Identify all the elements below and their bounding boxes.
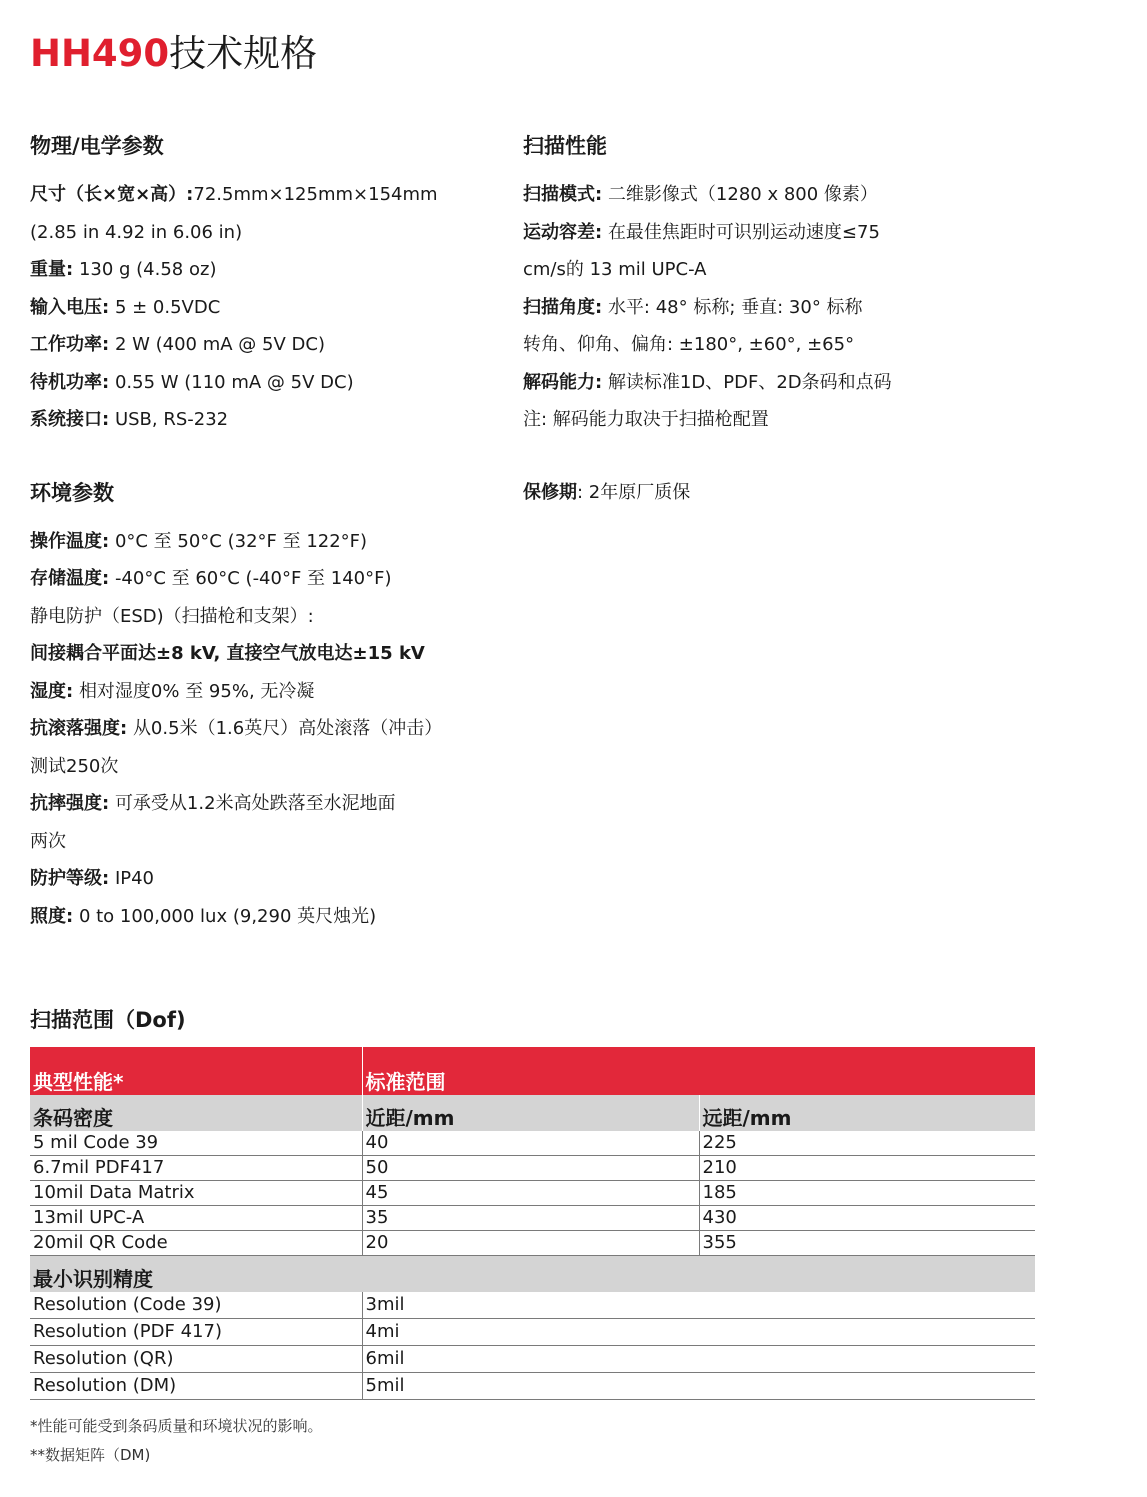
model-name: HH490	[30, 32, 170, 75]
subheader-far: 远距/mm	[699, 1095, 1035, 1131]
header-standard: 标准范围	[362, 1047, 1035, 1095]
right-column	[523, 126, 1123, 511]
table-row: Resolution (DM) 5mil	[30, 1373, 1035, 1400]
footnote-dm: **数据矩阵（DM)	[30, 1446, 151, 1464]
drop-line: 抗摔强度: 可承受从1.2米高处跌落至水泥地面	[30, 793, 396, 814]
sealing-line: 防护等级: IP40	[30, 868, 155, 889]
table-row: 10mil Data Matrix 45 185	[30, 1181, 1035, 1206]
environment-heading: 环境参数	[30, 480, 114, 505]
scan-mode-line: 扫描模式: 二维影像式（1280 x 800 像素）	[523, 184, 878, 205]
footnotes	[30, 1412, 323, 1470]
decode-note: 注: 解码能力取决于扫描枪配置	[523, 409, 769, 430]
table-row: 20mil QR Code 20 355	[30, 1231, 1035, 1256]
resolution-header: 最小识别精度	[30, 1256, 1035, 1293]
scan-heading: 扫描性能	[523, 134, 607, 158]
dof-table	[30, 1047, 1035, 1400]
op-temp-line: 操作温度: 0°C 至 50°C (32°F 至 122°F)	[30, 530, 368, 552]
table-row: Resolution (Code 39) 3mil	[30, 1292, 1035, 1319]
size-line: 尺寸（长×宽×高）:72.5mm×125mm×154mm	[30, 184, 438, 205]
power-line: 工作功率: 2 W (400 mA @ 5V DC)	[30, 334, 325, 355]
table-subheader-row	[30, 1095, 1035, 1131]
drop-line-2: 两次	[30, 830, 66, 852]
weight-line: 重量: 130 g (4.58 oz)	[30, 259, 217, 280]
motion-line-2: cm/s的 13 mil UPC-A	[523, 259, 707, 280]
table-header-row	[30, 1047, 1035, 1095]
angle-line: 扫描角度: 水平: 48° 标称; 垂直: 30° 标称	[523, 296, 863, 318]
table-row: 5 mil Code 39 40 225	[30, 1131, 1035, 1156]
light-line: 照度: 0 to 100,000 lux (9,290 英尺烛光)	[30, 905, 377, 927]
esd-line: 静电防护（ESD)（扫描枪和支架）:	[30, 605, 314, 627]
table-row: Resolution (PDF 417) 4mi	[30, 1319, 1035, 1346]
subheader-near: 近距/mm	[362, 1095, 699, 1131]
decode-line: 解码能力: 解读标准1D、PDF、2D条码和点码	[523, 371, 892, 393]
physical-heading: 物理/电学参数	[30, 134, 164, 158]
angle-line-2: 转角、仰角、偏角: ±180°, ±60°, ±65°	[523, 334, 855, 355]
st-temp-line: 存储温度: -40°C 至 60°C (-40°F 至 140°F)	[30, 568, 392, 589]
esd-bold-line: 间接耦合平面达±8 kV, 直接空气放电达±15 kV	[30, 643, 425, 664]
standby-line: 待机功率: 0.55 W (110 mA @ 5V DC)	[30, 371, 354, 393]
resolution-header-row	[30, 1256, 1035, 1293]
table-row: 6.7mil PDF417 50 210	[30, 1156, 1035, 1181]
subheader-density: 条码密度	[30, 1095, 362, 1131]
size-inch-line: (2.85 in 4.92 in 6.06 in)	[30, 221, 243, 243]
tumble-line-2: 测试250次	[30, 755, 119, 777]
motion-line: 运动容差: 在最佳焦距时可识别运动速度≤75	[523, 221, 880, 243]
humidity-line: 湿度: 相对湿度0% 至 95%, 无冷凝	[30, 680, 315, 702]
title-suffix: 技术规格	[169, 32, 318, 75]
dof-table-title: 扫描范围（Dof)	[30, 1008, 186, 1032]
table-row: 13mil UPC-A 35 430	[30, 1206, 1035, 1231]
table-row: Resolution (QR) 6mil	[30, 1346, 1035, 1373]
footnote-performance: *性能可能受到条码质量和环境状况的影响。	[30, 1417, 323, 1435]
page-title	[30, 30, 317, 78]
warranty-line: 保修期: 2年原厂质保	[523, 481, 691, 503]
left-column	[30, 126, 500, 935]
header-typical: 典型性能*	[30, 1047, 362, 1095]
interface-line: 系统接口: USB, RS-232	[30, 409, 229, 430]
voltage-line: 输入电压: 5 ± 0.5VDC	[30, 296, 221, 318]
tumble-line: 抗滚落强度: 从0.5米（1.6英尺）高处滚落（冲击）	[30, 718, 443, 739]
